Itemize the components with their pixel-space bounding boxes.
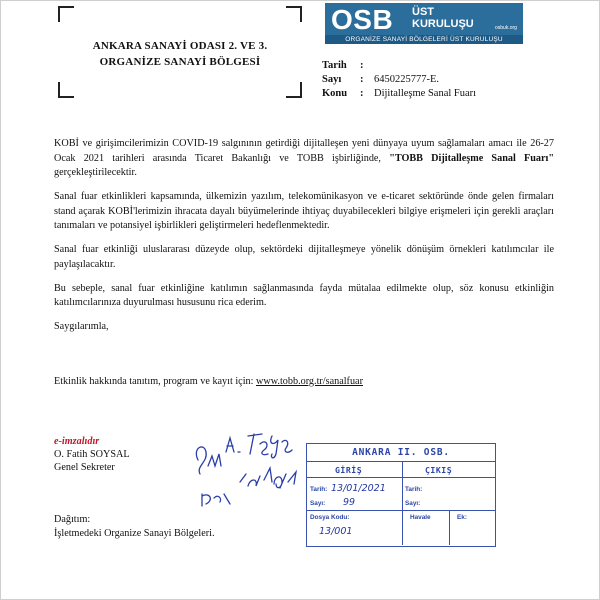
logo-osb-text: OSB: [331, 4, 394, 35]
stamp-handwritten-number: 99: [343, 497, 356, 508]
stamp-sayi-label: Sayı:: [310, 500, 326, 507]
handwritten-annotation: [190, 422, 310, 512]
meta-konu-row: [322, 87, 476, 101]
meta-separator: :: [360, 74, 364, 85]
meta-sayi-value: 6450225777-E.: [374, 74, 440, 85]
sender-address-box: [58, 6, 302, 98]
sender-line-2: ORGANİZE SANAYİ BÖLGESİ: [99, 56, 261, 68]
meta-sayi-row: [322, 73, 476, 87]
info-line: [54, 375, 554, 390]
stamp-tarih-label-out: Tarih:: [405, 486, 423, 493]
stamp-tarih-label: Tarih:: [310, 486, 328, 493]
paragraph-4: Bu sebeple, sanal fuar etkinliğine katılımın sağlanmasında fayda mütalaa edilmekte olup, söz konusu etkinliğin katılımcılarınıza duyurulması hususunu rica ederim.: [54, 282, 554, 308]
paragraph-3: Sanal fuar etkinliği uluslararası düzeyde olup, sektördeki dijitalleşmeye yönelik dönüşüm örnekleri katılımcılar ile paylaşılacaktır.: [54, 244, 554, 270]
info-text: Etkinlik hakkında tanıtım, program ve kayıt için:: [54, 375, 257, 387]
paragraph-1-end: gerçekleştirilecektir.: [54, 167, 137, 178]
event-link[interactable]: www.tobb.org.tr/sanalfuar: [256, 375, 363, 387]
received-stamp: [306, 443, 496, 547]
stamp-handwritten-code: 13/001: [319, 526, 353, 537]
signature-block: [54, 435, 130, 474]
logo-kurulusu-text: KURULUŞU: [412, 18, 474, 30]
paragraph-1: [54, 137, 554, 181]
stamp-dosya-kodu-label: Dosya Kodu:: [310, 514, 350, 521]
meta-konu-value: Dijitalleşme Sanal Fuarı: [374, 88, 477, 99]
stamp-handwritten-date: 13/01/2021: [331, 483, 386, 494]
meta-tarih-label: Tarih: [322, 60, 347, 71]
stamp-havale-label: Havale: [410, 514, 431, 521]
meta-sayi-label: Sayı: [322, 74, 342, 85]
osb-logo: [325, 3, 523, 44]
logo-url-text: osbuk.org: [495, 25, 517, 31]
stamp-title: ANKARA II. OSB.: [352, 447, 450, 458]
paragraph-1-text: KOBİ ve girişimcilerimizin COVID-19 salgınının getirdiği dijitalleşen yeni dünyaya uyum sağlamaları amacı ile 26-27 Ocak 2021 tarihleri arasında Ticaret Bakanlığı ve TOBB işbirliğinde,: [54, 138, 554, 164]
signatory-title: Genel Sekreter: [54, 462, 115, 473]
greeting: Saygılarımla,: [54, 321, 109, 332]
letter-body: [54, 137, 554, 399]
sender-line-1: ANKARA SANAYİ ODASI 2. VE 3.: [92, 40, 268, 52]
signatory-name: O. Fatih SOYSAL: [54, 449, 130, 460]
distribution-value: İşletmedeki Organize Sanayi Bölgeleri.: [54, 528, 215, 539]
e-signature-note: e-imzalıdır: [54, 436, 100, 447]
document-meta: [322, 59, 476, 101]
meta-tarih-row: [322, 59, 476, 73]
meta-konu-label: Konu: [322, 88, 348, 99]
stamp-cikis-label: ÇIKIŞ: [425, 465, 453, 475]
event-name: "TOBB Dijitalleşme Sanal Fuarı": [389, 152, 554, 164]
meta-separator: :: [360, 60, 364, 71]
stamp-giris-label: GİRİŞ: [335, 465, 363, 475]
stamp-sayi-label-out: Sayı:: [405, 500, 421, 507]
distribution-block: [54, 513, 215, 541]
meta-separator: :: [360, 88, 364, 99]
stamp-ek-label: Ek:: [457, 514, 467, 521]
logo-ust-text: ÜST: [412, 6, 434, 18]
paragraph-2: Sanal fuar etkinlikleri kapsamında, ülkemizin yazılım, telekomünikasyon ve e-ticaret sektöründe önde gelen firmaları stand açarak KOBİ'lerimizin ihracata dayalı büyümelerinde ihtiyaç duyabilecekleri bilgiye erişmeleri için gerekli araçları tanımaları ve potansiyel işbirlikleri geliştirmeleri hedeflenmektedir.: [54, 191, 554, 231]
logo-strip-text: ORGANİZE SANAYİ BÖLGELERİ ÜST KURULUŞU: [325, 35, 523, 44]
distribution-label: Dağıtım:: [54, 514, 91, 525]
